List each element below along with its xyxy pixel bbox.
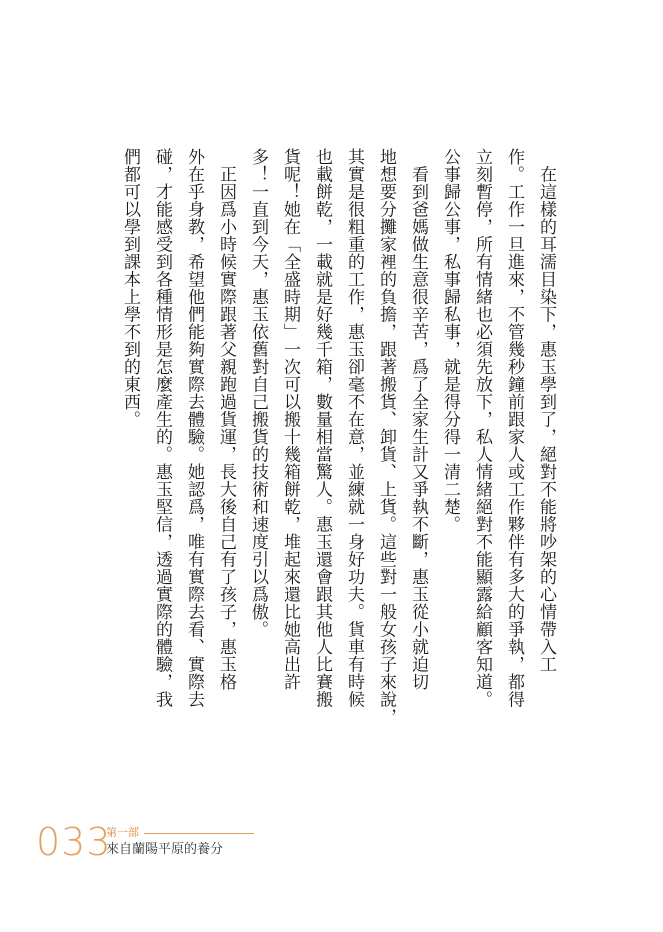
text-column: 公事歸公事，私事歸私事，就是得分得一清二楚。 bbox=[440, 148, 460, 533]
footer-divider bbox=[144, 833, 254, 834]
text-column: 貨呢！她在「全盛時期」一次可以搬十幾箱餅乾，堆起來還比她高出許 bbox=[280, 148, 300, 691]
chapter-title: 來自蘭陽平原的養分 bbox=[106, 842, 224, 857]
text-column: 外在乎身教，希望他們能夠實際去體驗。她認爲，唯有實際去看、實際去 bbox=[184, 148, 204, 708]
text-column: 立刻暫停，所有情緒也必須先放下，私人情緒絕對不能顯露給顧客知道。 bbox=[472, 148, 492, 708]
part-label: 第一部 bbox=[106, 826, 139, 839]
text-column: 其實是很粗重的工作，惠玉卻毫不在意，並練就一身好功夫。貨車有時候 bbox=[344, 148, 364, 708]
text-column: 也載餅乾，一載就是好幾千箱，數量相當驚人。惠玉還會跟其他人比賽搬 bbox=[312, 148, 332, 708]
page-footer bbox=[36, 820, 436, 870]
text-column: 地想要分攤家裡的負擔，跟著搬貨、卸貨、上貨。這些對一般女孩子來說， bbox=[376, 148, 396, 726]
text-column: 看到爸媽做生意很辛苦，爲了全家生計又爭執不斷，惠玉從小就迫切 bbox=[408, 148, 428, 691]
body-text bbox=[117, 148, 558, 748]
text-column: 正因爲小時候實際跟著父親跑過貨運，長大後自己有了孩子，惠玉格 bbox=[216, 148, 236, 691]
text-column: 在這樣的耳濡目染下，惠玉學到了，絕對不能將吵架的心情帶入工 bbox=[536, 148, 556, 673]
text-column: 多！一直到今天，惠玉依舊對自己搬貨的技術和速度引以爲傲。 bbox=[248, 148, 268, 638]
text-column: 碰，才能感受到各種情形是怎麼產生的。惠玉堅信，透過實際的體驗，我 bbox=[152, 148, 172, 708]
page-number: 033 bbox=[36, 820, 112, 864]
text-column: 作。工作一旦進來，不管幾秒鐘前跟家人或工作夥伴有多大的爭執，都得 bbox=[504, 148, 524, 708]
text-column: 們都可以學到課本上學不到的東西。 bbox=[120, 148, 140, 428]
